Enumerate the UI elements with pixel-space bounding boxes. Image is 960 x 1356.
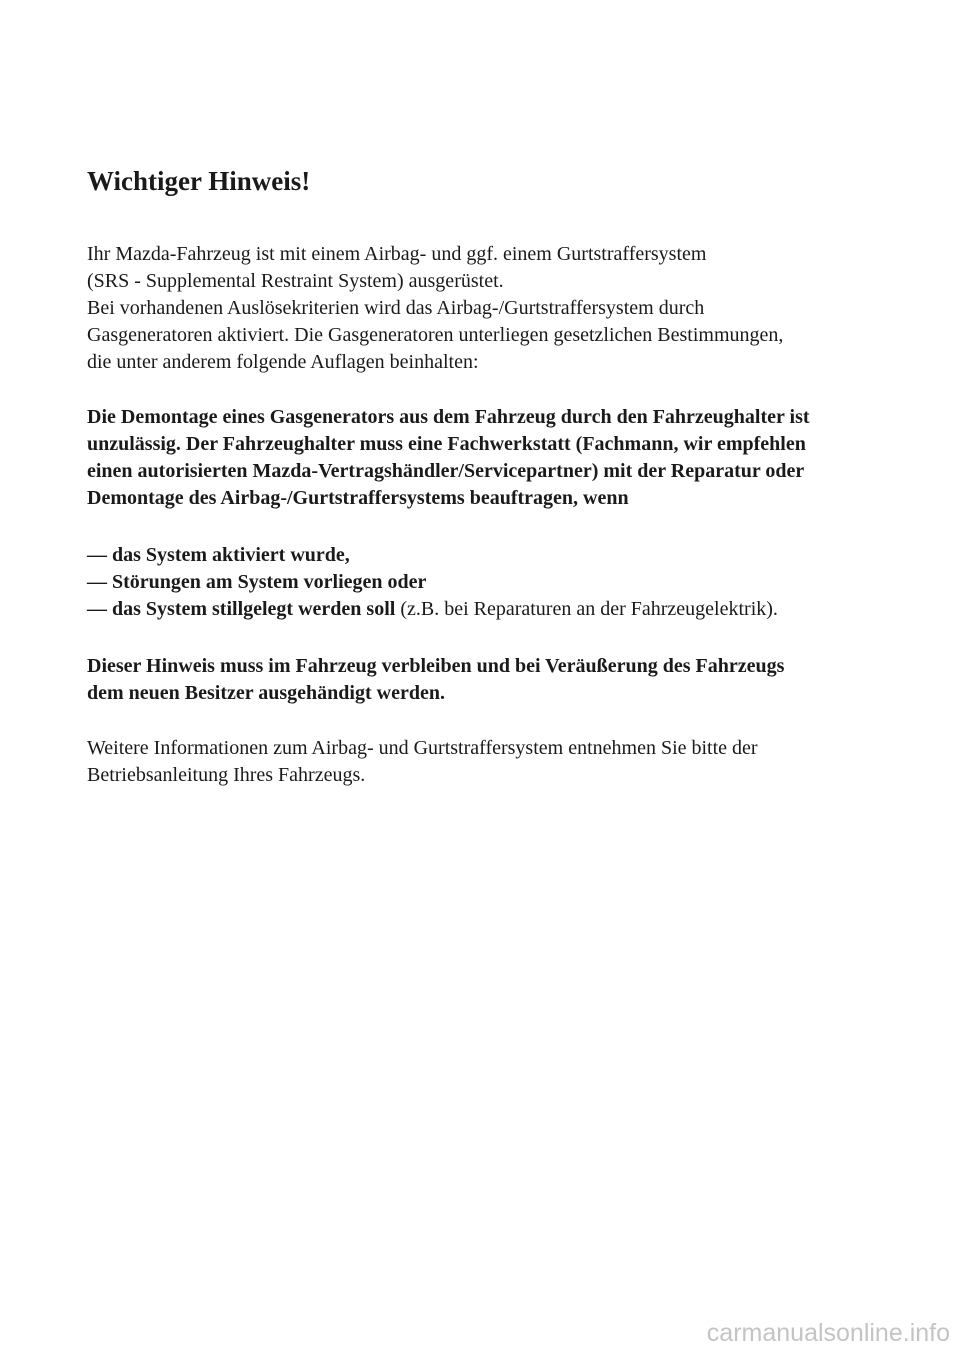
list-item-bold: — das System stillgelegt werden soll (87, 598, 396, 620)
intro-line: Gasgeneratoren aktiviert. Die Gasgeneratoren unterliegen gesetzlichen Bestimmungen, (87, 324, 784, 346)
warning-line: unzulässig. Der Fahrzeughalter muss eine Fachwerkstatt (Fachmann, wir empfehlen (87, 433, 806, 455)
warning-line: Demontage des Airbag-/Gurtstraffersystems beauftragen, wenn (87, 487, 629, 509)
intro-line: Ihr Mazda-Fahrzeug ist mit einem Airbag- und ggf. einem Gurtstraffersystem (87, 243, 707, 265)
more-info-line: Betriebsanleitung Ihres Fahrzeugs. (87, 764, 366, 786)
notice-line: Dieser Hinweis muss im Fahrzeug verbleiben und bei Veräußerung des Fahrzeugs (87, 655, 785, 677)
warning-paragraph (87, 404, 810, 512)
intro-line: (SRS - Supplemental Restraint System) ausgerüstet. (87, 270, 504, 292)
notice-line: dem neuen Besitzer ausgehändigt werden. (87, 682, 445, 704)
watermark: carmanualsonline.info (706, 1319, 950, 1347)
warning-line: Die Demontage eines Gasgenerators aus dem Fahrzeug durch den Fahrzeughalter ist (87, 406, 810, 428)
more-info-line: Weitere Informationen zum Airbag- und Gurtstraffersystem entnehmen Sie bitte der (87, 737, 758, 759)
list-item-note: (z.B. bei Reparaturen an der Fahrzeugelektrik). (395, 598, 778, 620)
notice-paragraph (87, 653, 784, 707)
page-title: Wichtiger Hinweis! (87, 166, 311, 196)
list-item: — das System aktiviert wurde, (87, 544, 350, 566)
list-item: — Störungen am System vorliegen oder (87, 571, 427, 593)
warning-line: einen autorisierten Mazda-Vertragshändler/Servicepartner) mit der Reparatur oder (87, 460, 805, 482)
intro-line: die unter anderem folgende Auflagen beinhalten: (87, 351, 479, 373)
more-info-paragraph (87, 735, 758, 789)
intro-line: Bei vorhandenen Auslösekriterien wird das Airbag-/Gurtstraffersystem durch (87, 297, 705, 319)
list-item (87, 596, 778, 623)
condition-list (87, 542, 778, 623)
intro-paragraph (87, 241, 783, 376)
